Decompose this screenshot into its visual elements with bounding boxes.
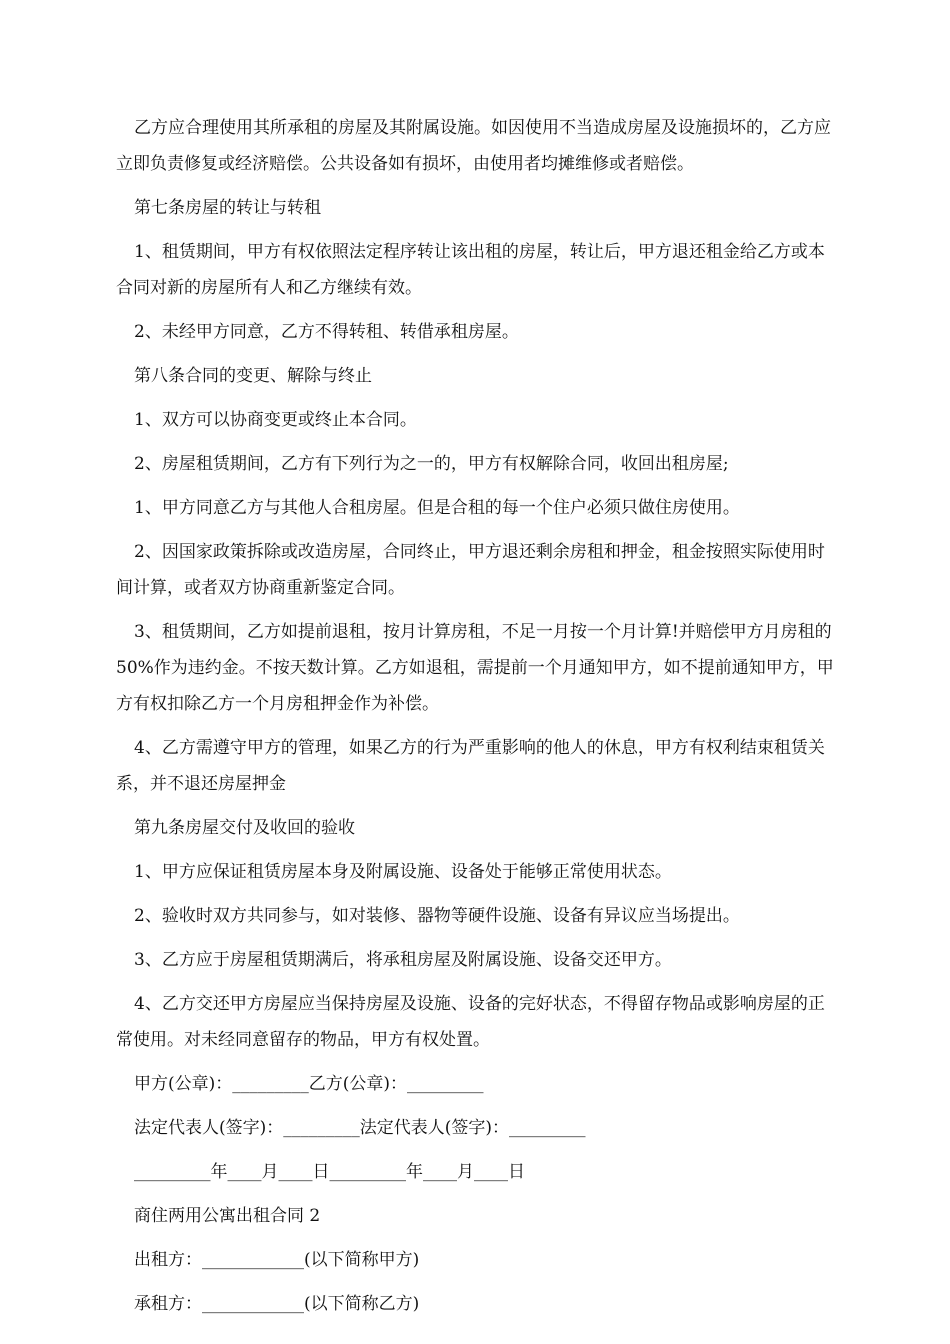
lessee-line: 承租方：____________(以下简称乙方) bbox=[134, 1294, 420, 1314]
paragraph-8-2-2: 2、因国家政策拆除或改造房屋，合同终止，甲方退还剩余房租和押金，租金按照实际使用时间计算，或者双方协商重新鉴定合同。 bbox=[116, 542, 825, 598]
paragraph-8-1: 1、双方可以协商变更或终止本合同。 bbox=[134, 410, 417, 430]
lessor-line: 出租方：____________(以下简称甲方) bbox=[134, 1250, 420, 1270]
paragraph-7-1: 1、租赁期间，甲方有权依照法定程序转让该出租的房屋，转让后，甲方退还租金给乙方或本合同对新的房屋所有人和乙方继续有效。 bbox=[116, 242, 825, 298]
paragraph-9-2: 2、验收时双方共同参与，如对装修、器物等硬件设施、设备有异议应当场提出。 bbox=[134, 906, 740, 926]
document-body bbox=[116, 110, 836, 1330]
signature-representative-line: 法定代表人(签字)：_________法定代表人(签字)：_________ bbox=[134, 1118, 586, 1138]
article-9-heading: 第九条房屋交付及收回的验收 bbox=[134, 818, 355, 838]
paragraph-8-2-3: 3、租赁期间，乙方如提前退租，按月计算房租，不足一月按一个月计算!并赔偿甲方月房租的 50%作为违约金。不按天数计算。乙方如退租，需提前一个月通知甲方，如不提前通知甲方，甲方有权扣除乙方一个月房租押金作为补偿。 bbox=[116, 622, 838, 714]
article-8-heading: 第八条合同的变更、解除与终止 bbox=[134, 366, 372, 386]
signature-seal-line: 甲方(公章)：_________乙方(公章)：_________ bbox=[134, 1074, 484, 1094]
paragraph-9-1: 1、甲方应保证租赁房屋本身及附属设施、设备处于能够正常使用状态。 bbox=[134, 862, 672, 882]
signature-date-line: _________年____月____日_________年____月____日 bbox=[134, 1162, 525, 1182]
paragraph-8-2: 2、房屋租赁期间，乙方有下列行为之一的，甲方有权解除合同，收回出租房屋; bbox=[134, 454, 729, 474]
paragraph-9-3: 3、乙方应于房屋租赁期满后，将承租房屋及附属设施、设备交还甲方。 bbox=[134, 950, 672, 970]
contract-2-title: 商住两用公寓出租合同 2 bbox=[134, 1206, 321, 1226]
paragraph-9-4: 4、乙方交还甲方房屋应当保持房屋及设施、设备的完好状态，不得留存物品或影响房屋的正常使用。对未经同意留存的物品，甲方有权处置。 bbox=[116, 994, 825, 1050]
paragraph-8-2-1: 1、甲方同意乙方与其他人合租房屋。但是合租的每一个住户必须只做住房使用。 bbox=[134, 498, 740, 518]
paragraph-8-2-4: 4、乙方需遵守甲方的管理，如果乙方的行为严重影响的他人的休息，甲方有权利结束租赁关系，并不退还房屋押金 bbox=[116, 738, 825, 794]
paragraph-repair-duty: 乙方应合理使用其所承租的房屋及其附属设施。如因使用不当造成房屋及设施损坏的，乙方应立即负责修复或经济赔偿。公共设备如有损坏，由使用者均摊维修或者赔偿。 bbox=[116, 118, 831, 174]
article-7-heading: 第七条房屋的转让与转租 bbox=[134, 198, 321, 218]
paragraph-7-2: 2、未经甲方同意，乙方不得转租、转借承租房屋。 bbox=[134, 322, 519, 342]
